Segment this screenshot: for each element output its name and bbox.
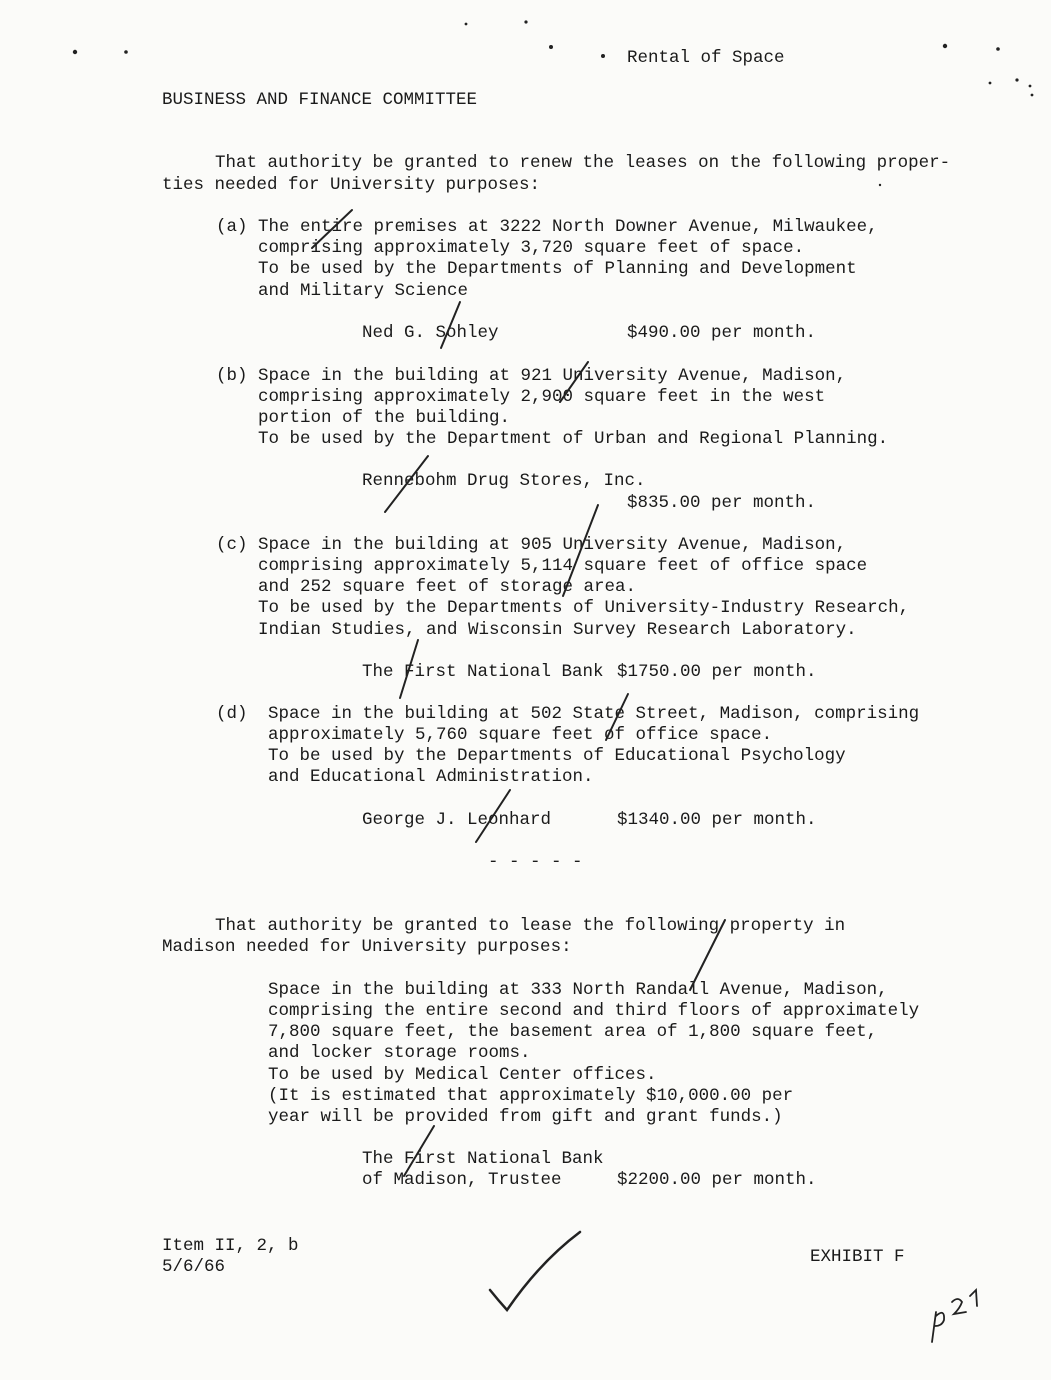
item-a-line: To be used by the Departments of Planning and Development (258, 259, 857, 279)
lease-rent: $2200.00 per month. (617, 1170, 817, 1190)
item-a-lessor: Ned G. Sohley (362, 323, 499, 343)
lease-line: To be used by Medical Center offices. (268, 1065, 657, 1085)
lease-lessor: The First National Bank (362, 1149, 604, 1169)
exhibit-label: EXHIBIT F (810, 1247, 905, 1267)
item-b-line: portion of the building. (258, 408, 511, 428)
item-d-line: approximately 5,760 square feet of office space. (268, 725, 773, 745)
item-d-label: (d) (216, 704, 248, 724)
item-b-rent: $835.00 per month. (627, 493, 817, 513)
item-a-rent: $490.00 per month. (627, 323, 817, 343)
item-b-lessor: Rennebohm Drug Stores, Inc. (362, 471, 646, 491)
item-c-line: and 252 square feet of storage area. (258, 577, 637, 597)
lease-line: (It is estimated that approximately $10,000.00 per (268, 1086, 794, 1106)
section-separator: - - - - - (488, 852, 583, 872)
committee-heading: BUSINESS AND FINANCE COMMITTEE (162, 90, 478, 110)
item-a-line: comprising approximately 3,720 square feet of space. (258, 238, 805, 258)
item-c-line: comprising approximately 5,114 square feet of office space (258, 556, 868, 576)
lease-intro-line: That authority be granted to lease the following property in (215, 916, 846, 936)
handwritten-page-note (932, 1290, 977, 1342)
lease-intro-line: Madison needed for University purposes: (162, 937, 572, 957)
item-c-line: To be used by the Departments of University-Industry Research, (258, 598, 910, 618)
lease-line: and locker storage rooms. (268, 1043, 531, 1063)
lease-line: comprising the entire second and third floors of approximately (268, 1001, 920, 1021)
check-mark (490, 1232, 580, 1310)
item-d-line: Space in the building at 502 State Street, Madison, comprising (268, 704, 920, 724)
renewal-intro-line: That authority be granted to renew the leases on the following proper- (215, 153, 951, 173)
item-a-label: (a) (216, 217, 248, 237)
item-b-label: (b) (216, 366, 248, 386)
item-c-lessor: The First National Bank (362, 662, 604, 682)
item-b-line: To be used by the Department of Urban and Regional Planning. (258, 429, 889, 449)
item-c-label: (c) (216, 535, 248, 555)
item-d-line: To be used by the Departments of Educational Psychology (268, 746, 846, 766)
lease-line: year will be provided from gift and grant funds.) (268, 1107, 783, 1127)
item-d-rent: $1340.00 per month. (617, 810, 817, 830)
item-d-line: and Educational Administration. (268, 767, 594, 787)
lease-lessor: of Madison, Trustee (362, 1170, 562, 1190)
renewal-intro-line: ties needed for University purposes: (162, 175, 541, 195)
item-b-line: comprising approximately 2,900 square feet in the west (258, 387, 826, 407)
item-a-line: and Military Science (258, 281, 469, 301)
item-b-line: Space in the building at 921 University Avenue, Madison, (258, 366, 847, 386)
item-c-rent: $1750.00 per month. (617, 662, 817, 682)
item-a-line: The entire premises at 3222 North Downer Avenue, Milwaukee, (258, 217, 878, 237)
item-c-line: Space in the building at 905 University Avenue, Madison, (258, 535, 847, 555)
lease-line: Space in the building at 333 North Randall Avenue, Madison, (268, 980, 888, 1000)
item-reference: Item II, 2, b (162, 1236, 299, 1256)
item-c-line: Indian Studies, and Wisconsin Survey Research Laboratory. (258, 620, 857, 640)
item-d-lessor: George J. Leonhard (362, 810, 552, 830)
document-title: Rental of Space (627, 48, 785, 68)
lease-line: 7,800 square feet, the basement area of 1,800 square feet, (268, 1022, 878, 1042)
item-date: 5/6/66 (162, 1257, 226, 1277)
